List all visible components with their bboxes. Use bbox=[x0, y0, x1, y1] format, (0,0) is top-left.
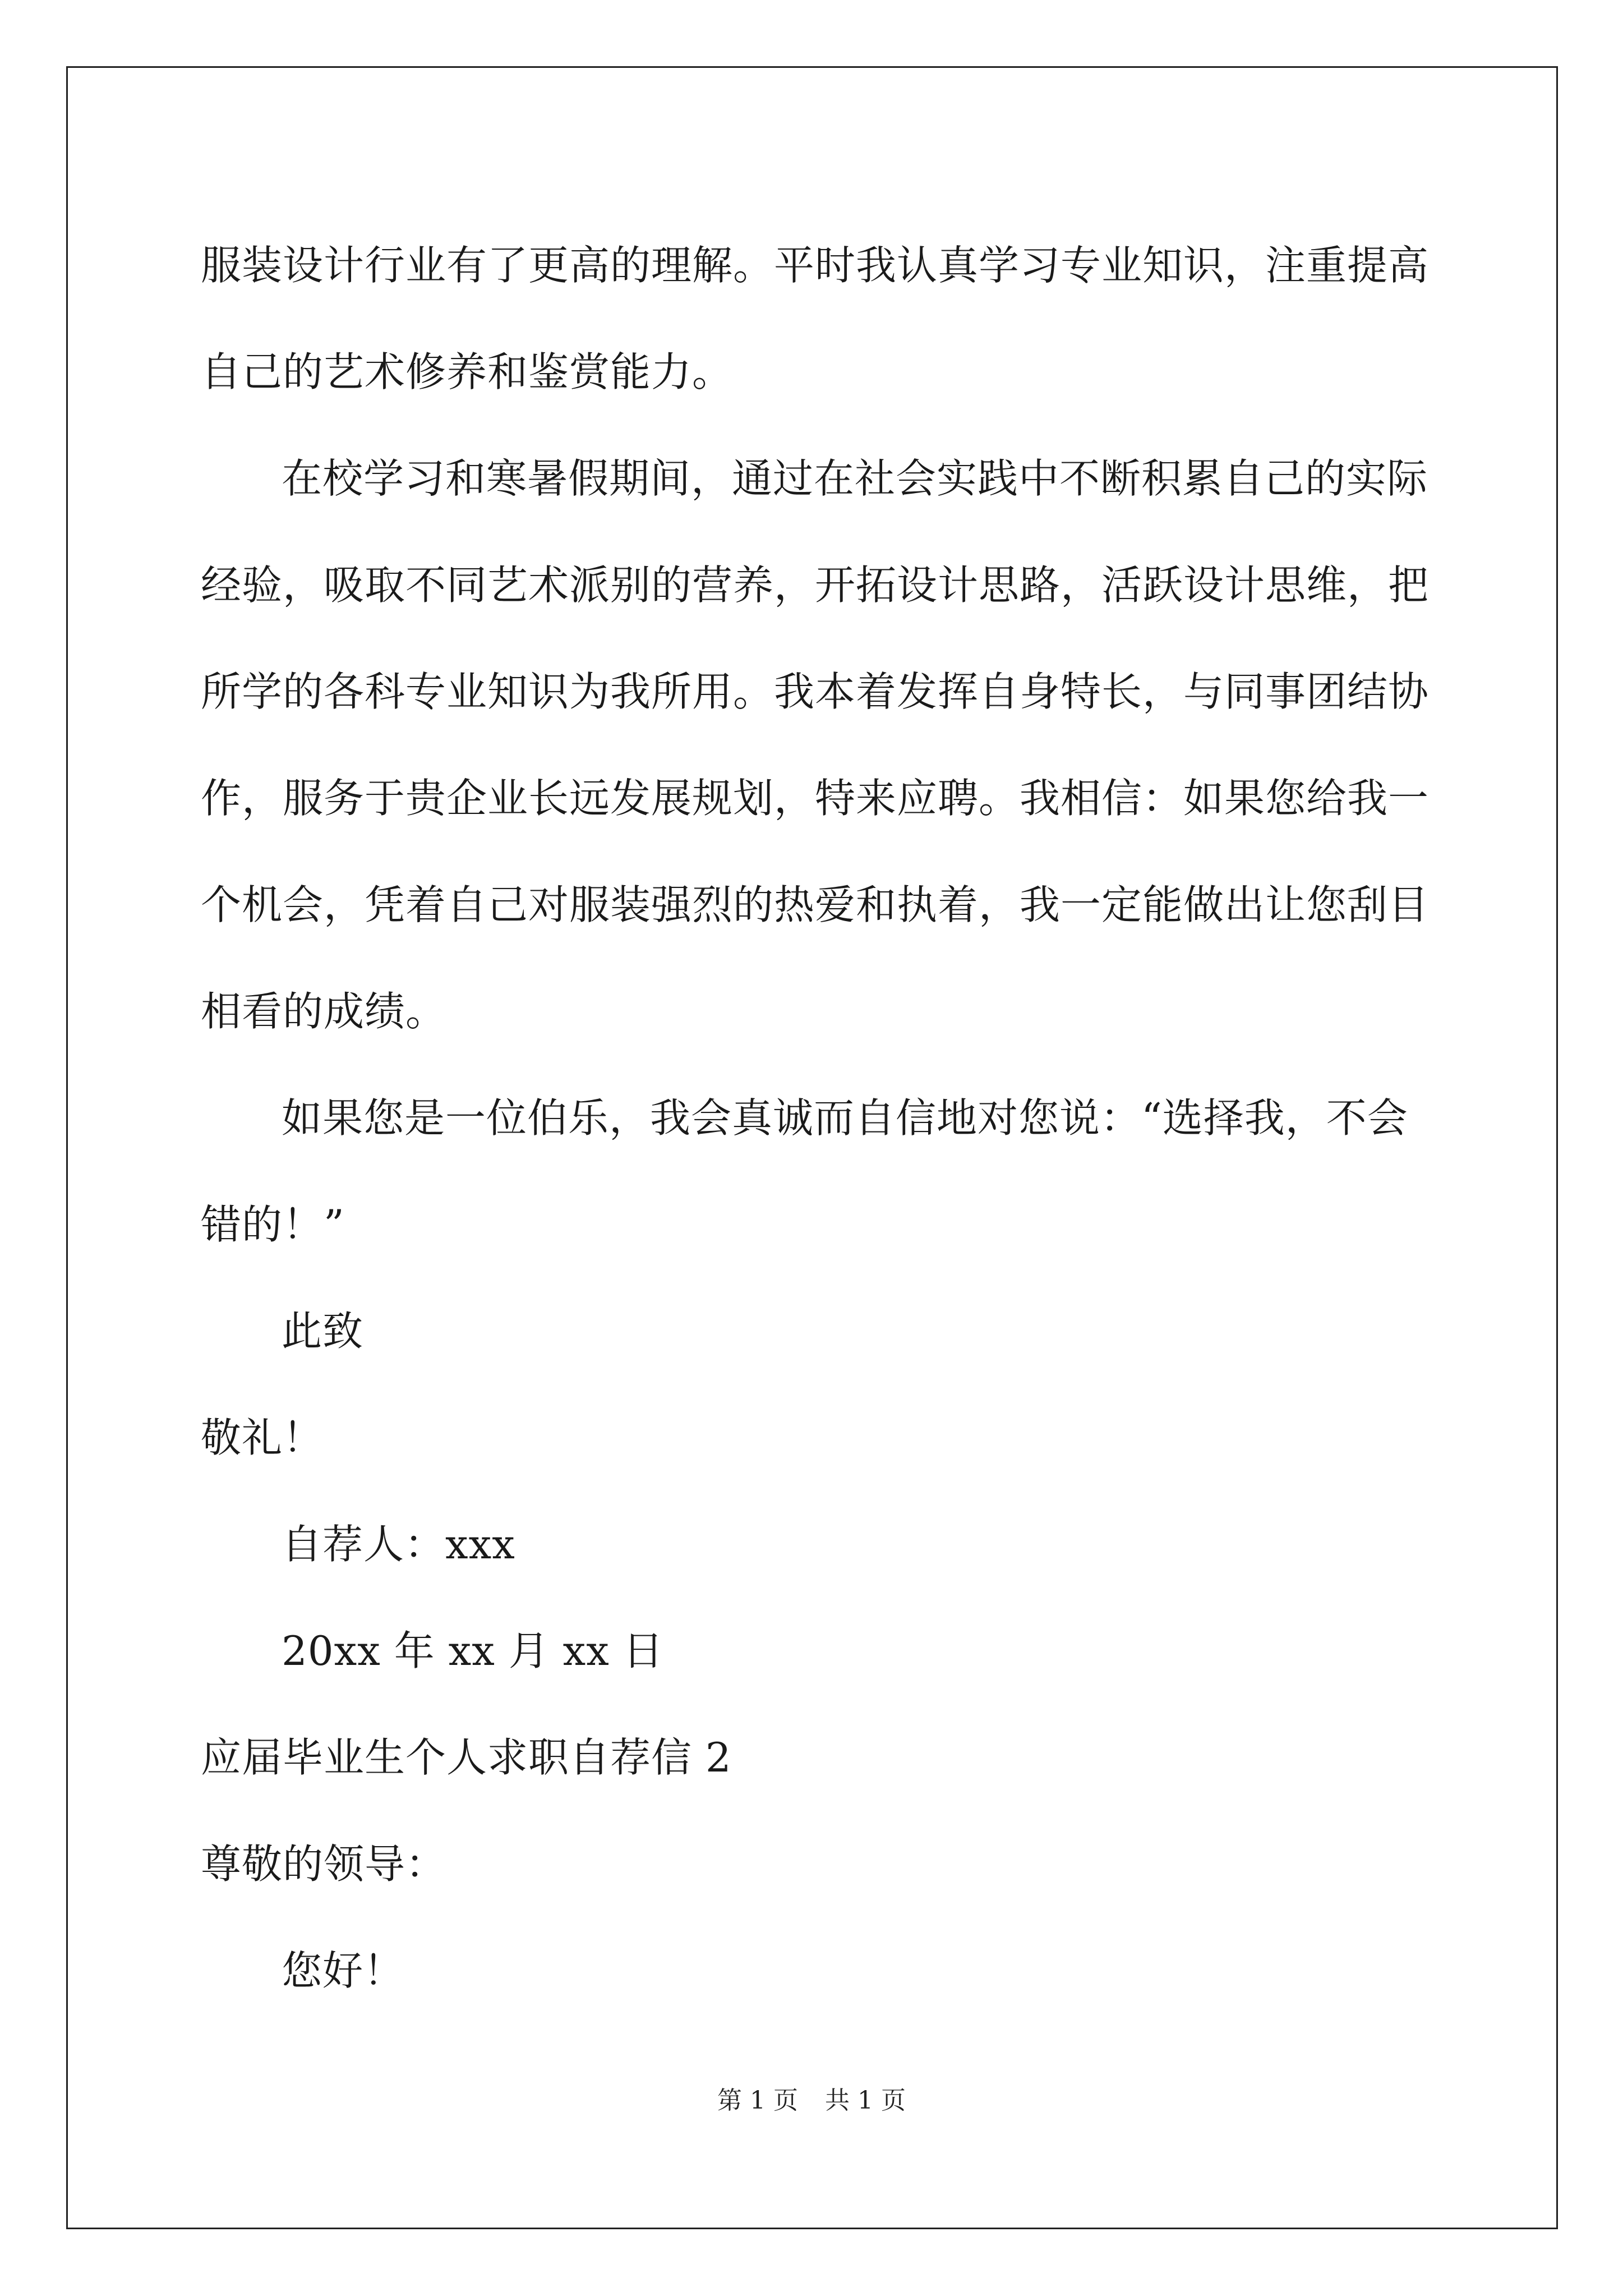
salutation-jingli: 敬礼！ bbox=[201, 1414, 324, 1461]
signature-name: 自荐人：xxx bbox=[282, 1521, 515, 1568]
page-number-total: 共 1 页 bbox=[825, 2086, 906, 2115]
signature-date: 20xx 年 xx 月 xx 日 bbox=[282, 1627, 664, 1674]
paragraph-closing-appeal: 如果您是一位伯乐，我会真诚而自信地对您说：“选择我，不会错的！” bbox=[201, 1094, 1408, 1248]
paragraph-intro-continued: 服装设计行业有了更高的理解。平时我认真学习专业知识，注重提高自己的艺术修养和鉴赏能力。 bbox=[201, 242, 1430, 395]
greeting-recipient: 尊敬的领导： bbox=[201, 1841, 447, 1888]
section-title-letter-2: 应届毕业生个人求职自荐信 2 bbox=[201, 1734, 732, 1781]
document-body bbox=[201, 212, 1429, 2024]
salutation-cizhi: 此致 bbox=[282, 1308, 364, 1355]
page-footer bbox=[0, 2080, 1623, 2116]
paragraph-experience: 在校学习和寒暑假期间，通过在社会实践中不断积累自己的实际经验，吸取不同艺术派别的营养，开拓设计思路，活跃设计思维，把所学的各科专业知识为我所用。我本着发挥自身特长，与同事团结协作，服务于贵企业长远发展规划，特来应聘。我相信：如果您给我一个机会，凭着自己对服装强烈的热爱和执着，我一定能做出让您刮目相看的成绩。 bbox=[201, 455, 1430, 1035]
greeting-hello: 您好！ bbox=[282, 1947, 405, 1994]
page-number-current: 第 1 页 bbox=[717, 2086, 798, 2115]
